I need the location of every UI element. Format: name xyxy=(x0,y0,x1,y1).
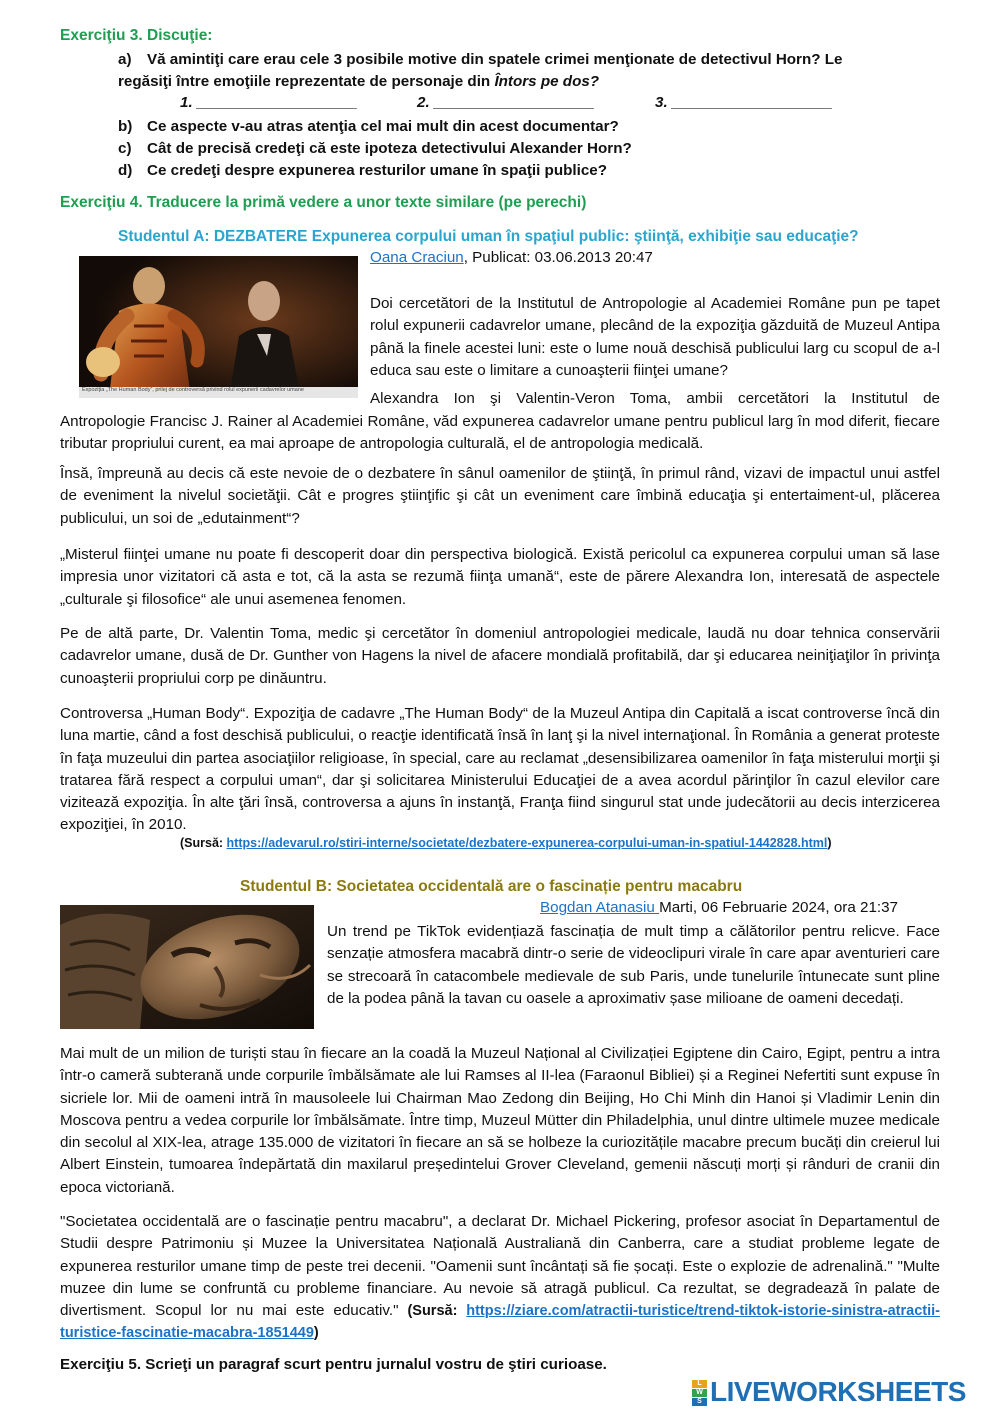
answer-blank-2[interactable] xyxy=(417,94,594,111)
article-b-p2 xyxy=(60,1211,940,1345)
question-b-letter: b) xyxy=(118,118,133,135)
article-a-byline xyxy=(370,249,653,266)
article-a-p5: Controversa „Human Body“. Expoziţia de cadavre „The Human Body“ de la Muzeul Antipa din Capitală a iscat controverse încă din luna martie, când a fost deschisă publicului, o reacţie identificată însă în lanţ şi la nivel internaţional. În România a generat proteste în faţa muzeului din partea asociaţiilor religioase, în special, care au reclamat „desensibilizarea oamenilor în faţa misterului morţii şi tratarea fără respect a corpului uman“, dar şi solicitarea Ministerului Educaţiei de a avea acordul părinţilor în cazul elevilor care vizitează expoziţia. În alte ţări însă, controversa a ajuns în instanţă, Franţa fiind singurul stat unde judecătorii au decis interzicerea expoziţiei, în 2010. xyxy=(60,705,940,834)
blank-1-number: 1. xyxy=(180,94,193,111)
article-a-p3: „Misterul fiinţei umane nu poate fi descoperit doar din perspectiva biologică. Există pericolul ca expunerea corpului uman să lase impresia unor vizitatori că asta e tot, că la asta se rezumă fiinţa umană“, este de părere Alexandra Ion, interesată de aspectele „culturale şi filosofice“ ale unui asemenea fenomen. xyxy=(60,546,940,608)
ex4-title: Exerciţiu 4. Traducere la primă vedere a unor texte similare (pe perechi) xyxy=(60,194,587,211)
question-a-line2: regăsiţi între emoţiile reprezentate de personaje din xyxy=(118,73,495,90)
blank-3-line[interactable]: ___________________ xyxy=(671,94,833,111)
article-b-p1: Mai mult de un milion de turiști stau în fiecare an la coadă la Muzeul Național al Civilizației Egiptene din Cairo, Egipt, pentru a intra într-o cameră subterană unde corpurile îmbălsămate ale lui Ramses al II-lea (Faraonul Bibliei) și a Reginei Nefertiti sunt expuse în sicriele lor. Mii de oameni intră în mausoleele lui Chairman Mao Zedong din Beijing, Ho Chi Minh din Hanoi și Vladimir Lenin din Moscova pentru a vedea corpurile lor îmbălsămate. Între timp, Muzeul Mütter din Philadelphia, unul dintre ultimele muzee medicale din secolul al XIX-lea, atrage 135.000 de vizitatori în fiecare an să se holbeze la curiozitățile macabre precum bucăți din creierul lui Albert Einstein, tumoarea îndepărtată din maxilarul președintelui Grover Cleveland, gemenii născuți morți și rânduri de cranii din epoca victoriană. xyxy=(60,1045,940,1196)
question-c-text: Cât de precisă credeţi că este ipoteza detectivului Alexander Horn? xyxy=(147,140,632,157)
body-exhibition-image xyxy=(79,256,358,398)
question-d-letter: d) xyxy=(118,162,133,179)
question-c-letter: c) xyxy=(118,140,132,157)
question-a xyxy=(118,49,948,93)
brand-wordmark: LIVEWORKSHEETS xyxy=(710,1376,966,1407)
photo-caption: Expoziţia „The Human Body”, prilej de controversă privind rolul expunerii cadavrelor umane xyxy=(82,387,304,393)
source-b-label: (Sursă: xyxy=(407,1303,458,1320)
liveworksheets-logo xyxy=(692,1376,992,1408)
author-link-bogdan-atanasiu[interactable]: Bogdan Atanasiu xyxy=(540,899,660,916)
logo-badge xyxy=(692,1380,707,1406)
article-a-p1: Antropologie Francisc J. Rainer al Academiei Române, văd expunerea cadavrelor umane pentru publicul larg în mod diferit, fiecare tributar propriului curent, ea mai aproape de antropologia culturală, el de antropologia medicală. xyxy=(60,413,940,453)
article-a-title: Studentul A: DEZBATERE Expunerea corpului uman în spaţiul public: ştiinţă, exhibiţie sau educaţie? xyxy=(118,228,859,245)
question-d-text: Ce credeţi despre expunerea resturilor umane în spaţii publice? xyxy=(147,162,607,179)
question-a-title: Întors pe dos? xyxy=(494,73,600,90)
question-b xyxy=(118,116,619,138)
body-exhibition-photo xyxy=(79,256,358,398)
author-link-oana-craciun[interactable]: Oana Craciun xyxy=(370,249,464,266)
mummy-image xyxy=(60,905,314,1029)
article-a-source xyxy=(180,836,832,850)
article-b-byline xyxy=(540,899,898,916)
answer-blank-1[interactable] xyxy=(180,94,357,111)
answer-blank-3[interactable] xyxy=(655,94,832,111)
mummy-photo xyxy=(60,905,314,1029)
article-b-title: Studentul B: Societatea occidentală are o fascinație pentru macabru xyxy=(240,878,743,895)
source-b-close: ) xyxy=(313,1325,319,1342)
blank-3-number: 3. xyxy=(655,94,668,111)
badge-letter-s: S xyxy=(692,1398,707,1406)
question-c xyxy=(118,138,632,160)
source-a-close: ) xyxy=(827,836,832,850)
article-a-p2: Însă, împreună au decis că este nevoie de o dezbatere în sânul oamenilor de ştiinţă, în primul rând, vizavi de impactul unui astfel de eveniment la nivelul societăţii. Cât e progres ştiinţific şi cât un eveniment care îmbină educaţia şi entertaiment-ul, plăcerea publicului, un soi de „edutainment“? xyxy=(60,465,940,527)
source-a-link[interactable]: https://adevarul.ro/stiri-interne/societate/dezbatere-expunerea-corpului-uman-in-spatiul-1442828.html xyxy=(226,836,828,850)
blank-2-line[interactable]: ___________________ xyxy=(433,94,595,111)
source-a-label: (Sursă: xyxy=(180,836,227,850)
question-a-line1: Vă amintiţi care erau cele 3 posibile motive din spatele crimei menţionate de detectivul Horn? Le xyxy=(147,51,843,68)
blank-2-number: 2. xyxy=(417,94,430,111)
article-b-p2-text: "Societatea occidentală are o fascinație pentru macabru", a declarat Dr. Michael Pickering, profesor asociat în Departamentul de Studii despre Patrimoniu și Muzee la Universitatea Națională Australiană din Canberra, care a studiat probleme legate de expunerea resturilor umane timp de peste trei decenii. "Oamenii sunt încântați să fie șocați. Este o explozie de adrenalină." "Multe muzee din lume se confruntă cu probleme financiare. Au nevoie să atragă publicul. Ca rezultat, se degradează în palate de divertisment. Scopul lor nu mai este educativ." xyxy=(60,1213,940,1320)
badge-letter-w: W xyxy=(692,1389,707,1397)
question-d xyxy=(118,160,607,182)
badge-letter-l: L xyxy=(692,1380,707,1388)
question-a-letter: a) xyxy=(118,51,132,68)
article-a-intro: Doi cercetători de la Institutul de Antropologie al Academiei Române pun pe tapet rolul expunerii cadavrelor umane, plecând de la expoziţia găzduită de Muzeul Antipa până la finele acestei luni: este o lume nouă deschisă publicului larg cu scopul de a-l educa sau este o limitare a cunoaşterii fiinţei umane? xyxy=(370,295,940,379)
ex3-title: Exerciţiu 3. Discuţie: xyxy=(60,27,213,44)
article-a-p1-first-line: Alexandra Ion şi Valentin-Veron Toma, ambii cercetători la Institutul de xyxy=(370,390,940,407)
source-b-link[interactable]: https://ziare.com/atractii-turistice/trend-tiktok-istorie-sinistra-atractii-turistice-fascinatie-macabra-1851449 xyxy=(60,1303,940,1342)
blank-1-line[interactable]: ___________________ xyxy=(196,94,358,111)
article-b-date: Marti, 06 Februarie 2024, ora 21:37 xyxy=(659,899,898,916)
article-a-published: , Publicat: 03.06.2013 20:47 xyxy=(463,249,653,266)
question-b-text: Ce aspecte v-au atras atenţia cel mai mult din acest documentar? xyxy=(147,118,619,135)
ex5-title: Exerciţiu 5. Scrieţi un paragraf scurt pentru jurnalul vostru de ştiri curioase. xyxy=(60,1356,607,1373)
article-a-p4: Pe de altă parte, Dr. Valentin Toma, medic şi cercetător în domeniul antropologiei medicale, laudă nu doar tehnica conservării cadavrelor umane, dusă de Dr. Gunther von Hagens la nivel de afacere mondială profitabilă, dar şi educarea neiniţiaţilor în privinţa cunoaşterii propriului corp pe dinăuntru. xyxy=(60,625,940,687)
article-b-intro: Un trend pe TikTok evidențiază fascinația de mult timp a călătorilor pentru relicve. Face senzație atmosfera macabră dintr-o serie de videoclipuri virale în care apar aventurieri care se strecoară în catacombele medievale de sub Paris, unde tunelurile întunecate sunt pline de la podea până la tavan cu oasele a aproximativ șase milioane de oameni decedați. xyxy=(327,923,940,1007)
